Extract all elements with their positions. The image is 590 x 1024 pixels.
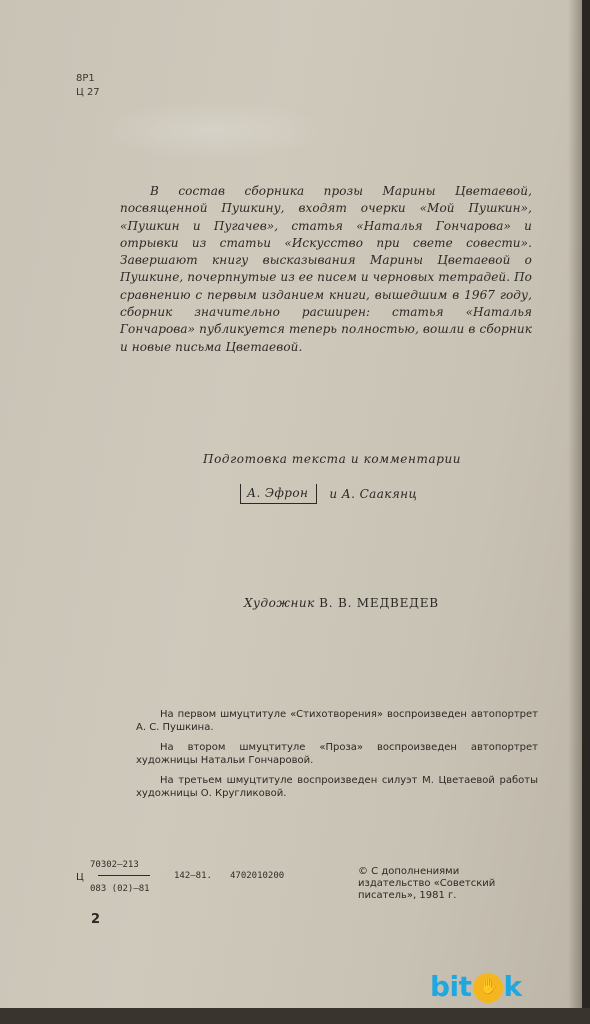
watermark-text-left: bit	[430, 970, 472, 1003]
artist-credit	[244, 596, 439, 610]
note-third-half-title: На третьем шмуцтитуле воспроизведен силуэт М. Цветаевой работы художницы О. Кругликовой.	[136, 775, 538, 799]
author-mark: Ц 27	[76, 87, 100, 98]
watermark-logo	[430, 970, 522, 1003]
book-abstract: В состав сборника прозы Марины Цветаевой, посвященной Пушкину, входят очерки «Мой Пушкин», «Пушкин и Пугачев», статья «Наталья Гончарова» и отрывки из статьи «Искусство при свете совести». Завершают книгу высказывания Марины Цветаевой о Пушкине, почерпнутые из ее писем и черновых тетрадей. По сравнению с первым изданием книги, вышедшим в 1967 году, сборник значительно расширен: статья «Наталья Гончарова» публикуется теперь полностью, вошли в сборник и новые письма Цветаевой.	[120, 184, 532, 354]
artist-label: Художник	[244, 596, 315, 610]
note-first-half-title: На первом шмуцтитуле «Стихотворения» воспроизведен автопортрет А. С. Пушкина.	[136, 709, 538, 733]
editor-name-efron: А. Эфрон	[247, 486, 309, 500]
catalog-code: 4702010200	[230, 871, 285, 881]
frontispiece-notes	[136, 708, 538, 807]
watermark-text-right: k	[503, 970, 522, 1003]
fraction-bar	[98, 875, 150, 876]
preparation-credit: Подготовка текста и комментарии	[203, 452, 462, 466]
index-denominator: 083 (02)—81	[90, 884, 150, 894]
artist-name: В. В. МЕДВЕДЕВ	[319, 596, 439, 610]
bbk-index: 8Р1	[76, 73, 95, 84]
faded-stamp-imprint	[96, 100, 326, 160]
page-number: 2	[91, 912, 101, 927]
editor-name-saakyants: и А. Саакянц	[329, 487, 418, 501]
memorial-frame	[240, 484, 317, 504]
classification-code	[76, 72, 100, 100]
index-prefix: Ц	[76, 872, 84, 883]
table-surface	[0, 1008, 590, 1024]
copyright-notice: © С дополнениями издательство «Советский писатель», 1981 г.	[358, 866, 496, 901]
spine-shadow	[568, 0, 582, 1010]
note-second-half-title: На втором шмуцтитуле «Проза» воспроизведен автопортрет художницы Натальи Гончаровой.	[136, 742, 538, 766]
index-tail: 142—81.	[174, 871, 212, 881]
index-numerator: 70302—213	[90, 860, 139, 870]
editors-line	[240, 484, 417, 504]
hand-coin-icon	[473, 973, 503, 1003]
